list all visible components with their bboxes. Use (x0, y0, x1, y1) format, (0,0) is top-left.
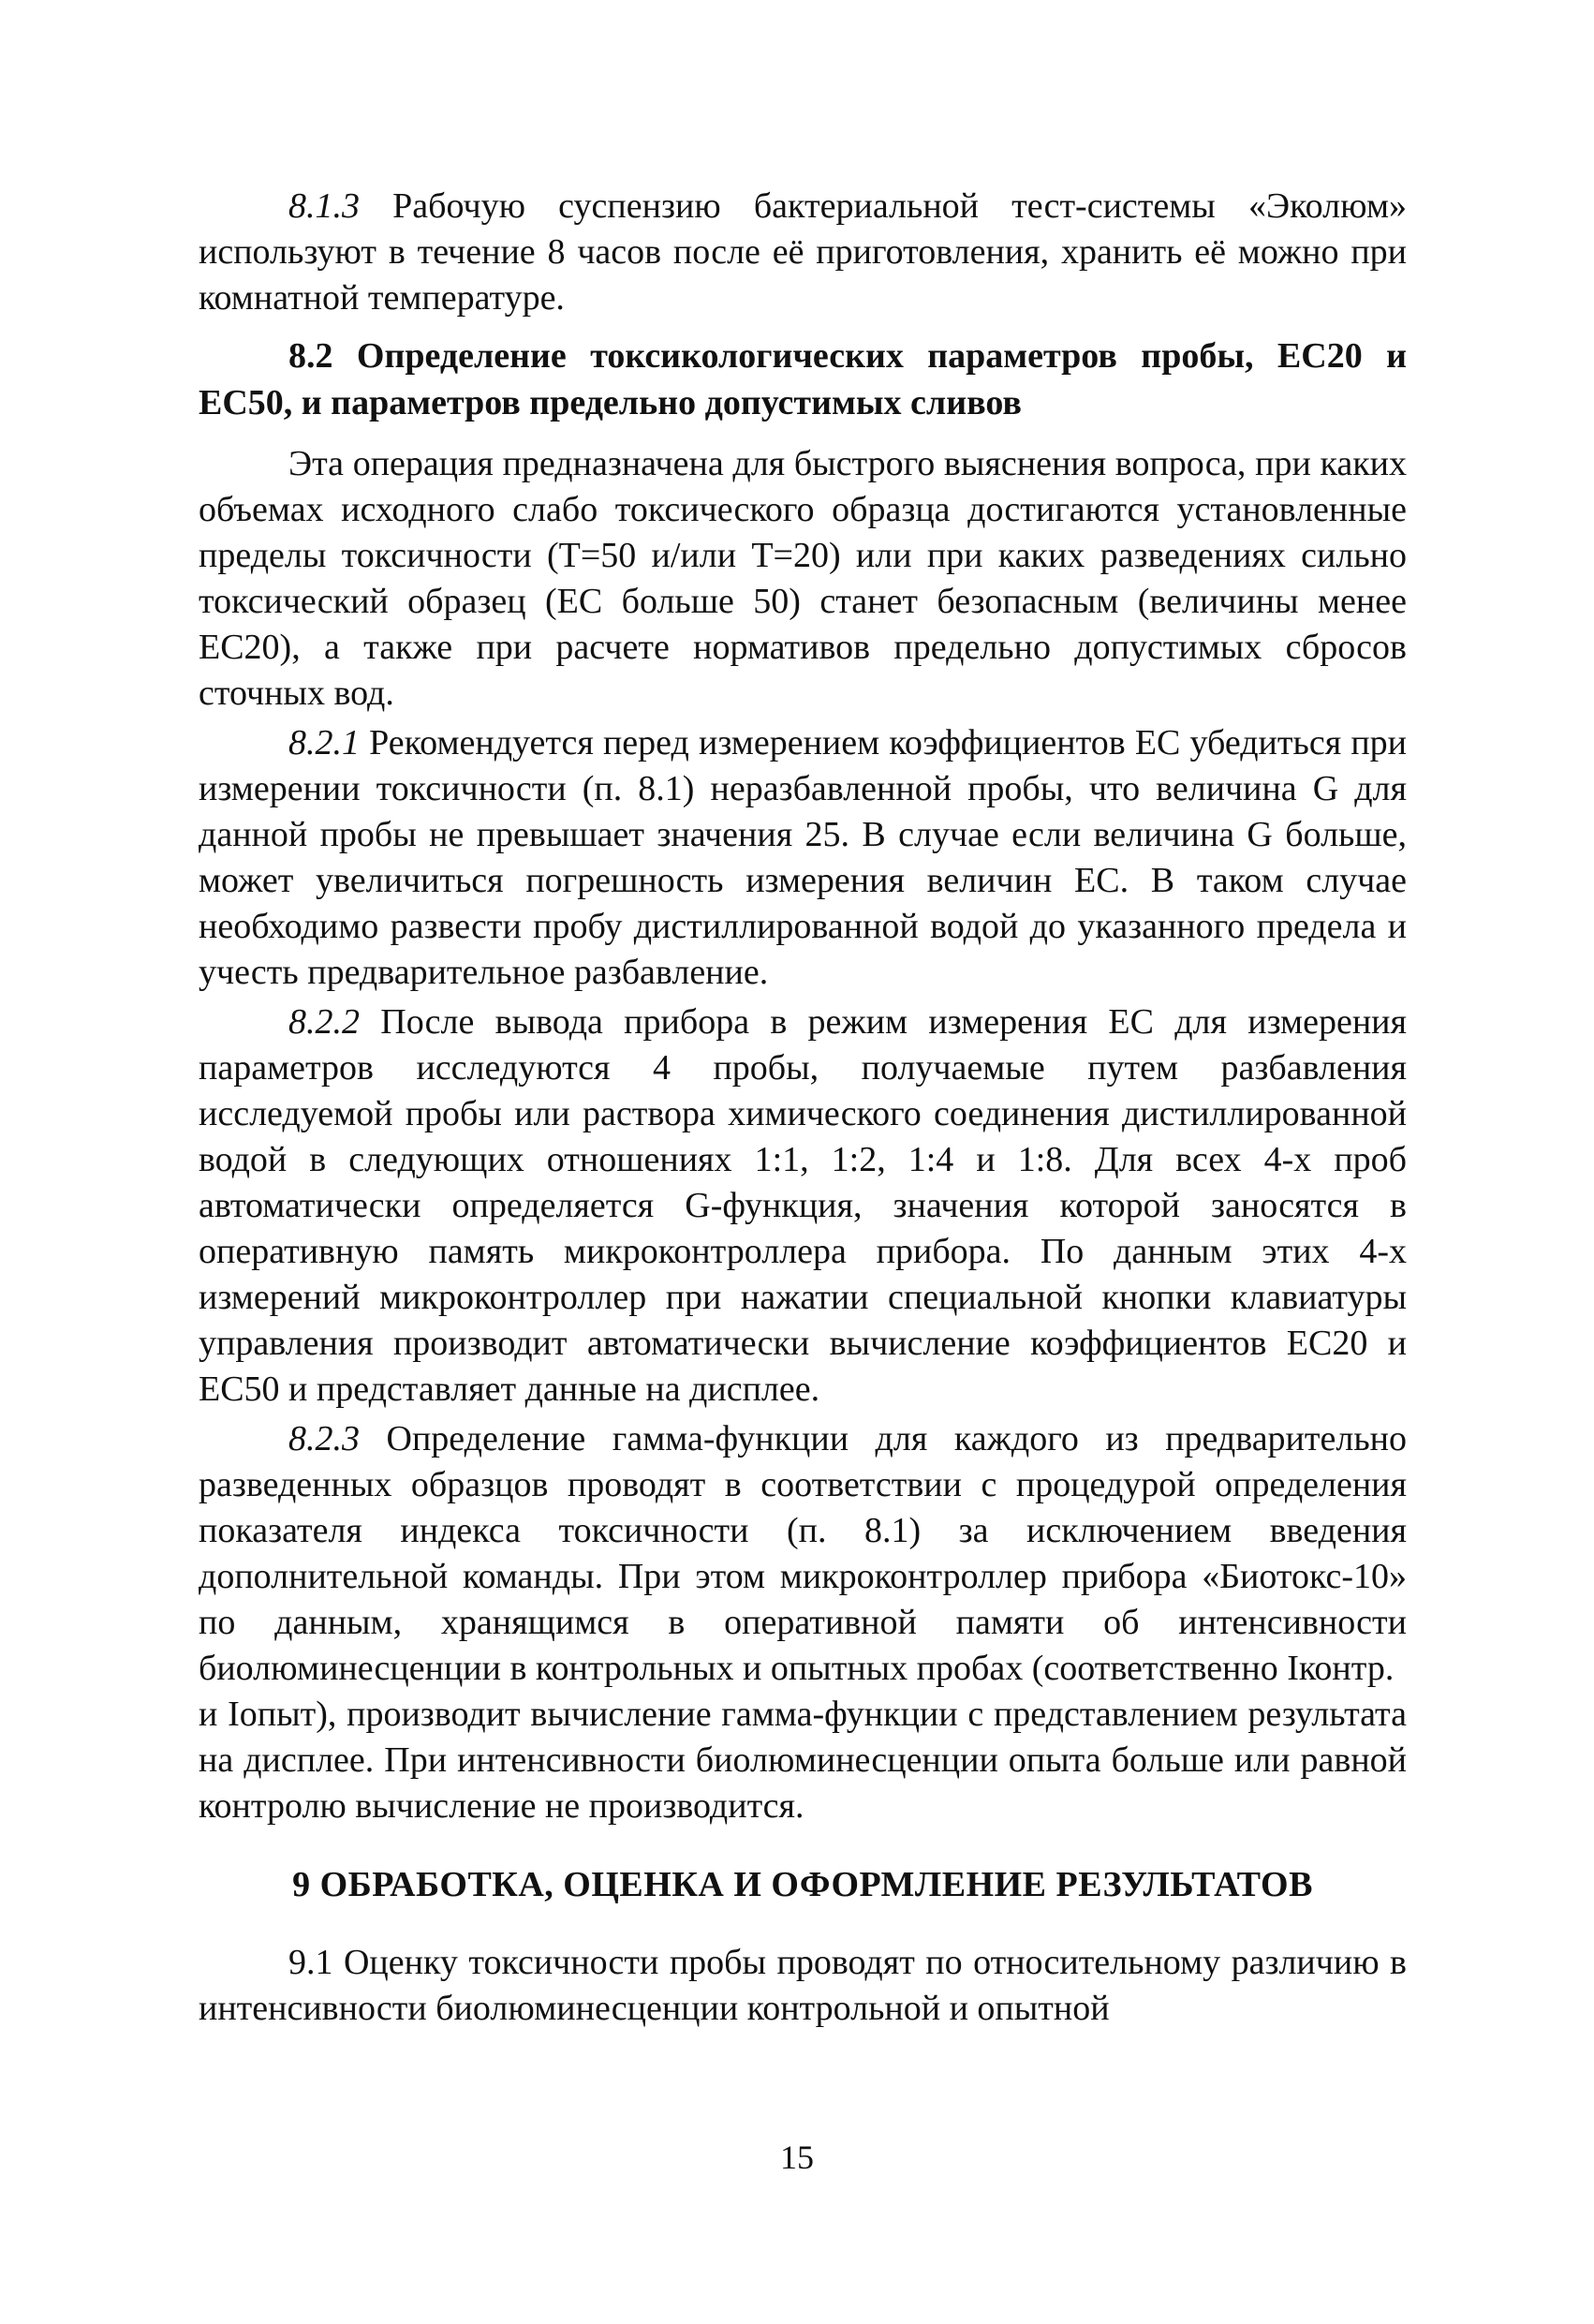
paragraph-8-2-intro: Эта операция предназначена для быстрого выяснения вопроса, при каких объемах исходного слабо токсического образца достигаются установленные пределы токсичности (Т=50 и/или Т=20) или при каких разведениях сильно токсический образец (ЕС больше 50) станет безопасным (величины менее ЕС20), а также при расчете нормативов предельно допустимых сбросов сточных вод. (199, 444, 1407, 713)
subsection-heading-8-2: 8.2 Определение токсикологических параметров пробы, ЕС20 и ЕС50, и параметров предельно допустимых сливов (199, 336, 1407, 422)
paragraph-text: Определение гамма-функции для каждого из предварительно разведенных образцов проводят в соответствии с процедурой определения показателя индекса токсичности (п. 8.1) за исключением введения дополнительной команды. При этом микроконтроллер прибора «Биотокс-10» по данным, хранящимся в оперативной памяти об интенсивности биолюминесценции в контрольных и опытных пробах (соответственно Iконтр. (199, 1419, 1407, 1688)
paragraph-8-2-1 (199, 720, 1407, 996)
paragraph-8-2-3-continuation: и Iопыт), производит вычисление гамма-функции с представлением результата на дисплее. При интенсивности биолюминесценции опыта больше или равной контролю вычисление не производится. (199, 1695, 1407, 1826)
paragraph-8-1-3 (199, 184, 1407, 321)
paragraph-text: Рабочую суспензию бактериальной тест-системы «Эколюм» используют в течение 8 часов после её приготовления, хранить её можно при комнатной температуре. (199, 186, 1407, 318)
page-number: 15 (780, 2139, 814, 2176)
document-page (199, 184, 1407, 2032)
paragraph-8-2-3 (199, 1416, 1407, 1692)
clause-number: 8.2.1 (288, 723, 360, 762)
clause-number: 8.1.3 (288, 186, 360, 226)
paragraph-9-1: 9.1 Оценку токсичности пробы проводят по относительному различию в интенсивности биолюминесценции контрольной и опытной (199, 1943, 1407, 2028)
clause-number: 8.2.3 (288, 1419, 360, 1458)
clause-number: 8.2.2 (288, 1002, 360, 1042)
paragraph-text: Рекомендуется перед измерением коэффициентов ЕС убедиться при измерении токсичности (п. 8.1) неразбавленной пробы, что величина G для данной пробы не превышает значения 25. В случае если величина G больше, может увеличиться погрешность измерения величин ЕС. В таком случае необходимо развести пробу дистиллированной водой до указанного предела и учесть предварительное разбавление. (199, 723, 1407, 992)
paragraph-8-2-2 (199, 999, 1407, 1413)
section-title-9: 9 ОБРАБОТКА, ОЦЕНКА И ОФОРМЛЕНИЕ РЕЗУЛЬТАТОВ (292, 1865, 1313, 1904)
paragraph-text: После вывода прибора в режим измерения ЕС для измерения параметров исследуются 4 пробы, получаемые путем разбавления исследуемой пробы или раствора химического соединения дистиллированной водой в следующих отношениях 1:1, 1:2, 1:4 и 1:8. Для всех 4-х проб автоматически определяется G-функция, значения которой заносятся в оперативную память микроконтроллера прибора. По данным этих 4-х измерений микроконтроллер при нажатии специальной кнопки клавиатуры управления производит автоматически вычисление коэффициентов ЕС20 и ЕС50 и представляет данные на дисплее. (199, 1002, 1407, 1409)
